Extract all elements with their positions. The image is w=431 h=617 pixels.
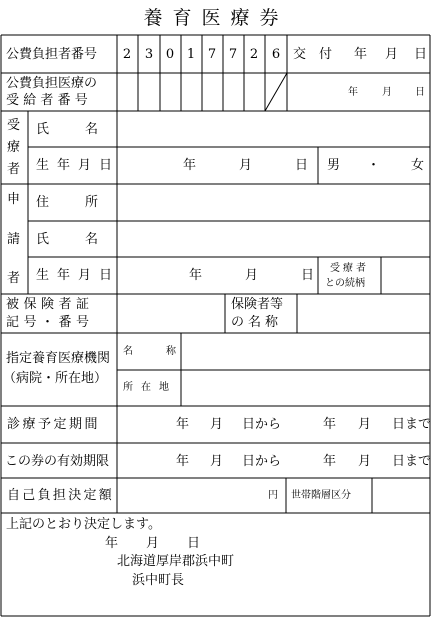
applicant-birth-year: 年 xyxy=(189,268,203,283)
payer-digit-6: 7 xyxy=(228,47,238,62)
relation-label-2: との続柄 xyxy=(325,278,365,289)
validity-start-month: 月 xyxy=(210,454,224,469)
validity-from: 日から xyxy=(242,454,282,469)
decision-year: 年 xyxy=(105,536,119,551)
recipient-number-label-1: 公費負担医療の xyxy=(6,76,98,91)
recipient-day: 日 xyxy=(415,87,425,98)
applicant-birth-day: 日 xyxy=(301,268,315,283)
recipient-side-char-2: 療 xyxy=(7,140,21,155)
institution-label-2: （病院・所在地） xyxy=(3,371,108,386)
applicant-side-char-3: 者 xyxy=(7,271,21,286)
applicant-side-char-1: 申 xyxy=(7,192,21,207)
period-label: 診療予定期間 xyxy=(7,417,101,432)
institution-name-label: 名称 xyxy=(123,346,209,357)
payer-number-label: 公費負担者番号 xyxy=(6,47,98,62)
validity-label: この券の有効期限 xyxy=(5,454,110,469)
applicant-side-char-2: 請 xyxy=(7,232,21,247)
recipient-birth-label: 生年月日 xyxy=(36,158,121,173)
period-end-month: 月 xyxy=(358,417,372,432)
insurer-name-label-2: の名称 xyxy=(231,315,283,330)
institution-label-1: 指定養育医療機関 xyxy=(6,351,111,366)
form-title: 養育医療券 xyxy=(143,7,289,29)
payer-digit-1: 2 xyxy=(122,47,132,62)
period-start-year: 年 xyxy=(176,417,190,432)
issue-day: 日 xyxy=(414,47,428,62)
payer-digit-4: 1 xyxy=(186,47,196,62)
insurer-name-label-1: 保険者等 xyxy=(231,297,284,312)
payer-digit-8: 6 xyxy=(271,47,281,62)
recipient-birth-day: 日 xyxy=(295,158,309,173)
payer-digit-3: 0 xyxy=(165,47,175,62)
recipient-name-label: 氏名 xyxy=(36,122,135,137)
copay-label: 自己負担決定額 xyxy=(7,488,115,503)
period-from: 日から xyxy=(242,417,282,432)
household-class-label: 世帯階層区分 xyxy=(291,490,351,501)
recipient-male: 男 xyxy=(327,158,341,173)
recipient-sex-separator: ・ xyxy=(367,158,381,173)
relation-label-1: 受療者 xyxy=(330,263,369,274)
validity-start-year: 年 xyxy=(176,454,190,469)
insurance-card-label-2: 記号・番号 xyxy=(6,315,94,330)
recipient-year: 年 xyxy=(348,87,358,98)
payer-digit-5: 7 xyxy=(207,47,217,62)
issuer-mayor: 浜中町長 xyxy=(132,573,185,588)
issuer-address: 北海道厚岸郡浜中町 xyxy=(117,554,235,569)
recipient-side-char-1: 受 xyxy=(7,118,21,133)
recipient-number-label-2: 受給者番号 xyxy=(6,93,93,108)
validity-end-year: 年 xyxy=(323,454,337,469)
period-end-year: 年 xyxy=(323,417,337,432)
payer-digit-7: 2 xyxy=(249,47,259,62)
copay-yen: 円 xyxy=(268,490,278,501)
recipient-birth-year: 年 xyxy=(183,158,197,173)
recipient-female: 女 xyxy=(411,158,425,173)
applicant-birth-label: 生年月日 xyxy=(36,268,121,283)
payer-digit-2: 3 xyxy=(144,47,154,62)
recipient-side-char-3: 者 xyxy=(7,162,21,177)
decision-day: 日 xyxy=(187,536,201,551)
recipient-month: 月 xyxy=(382,87,392,98)
issue-month: 月 xyxy=(385,47,399,62)
decision-statement: 上記のとおり決定します。 xyxy=(6,517,161,532)
validity-until: 日まで xyxy=(392,454,431,469)
applicant-name-label: 氏名 xyxy=(36,232,135,247)
issue-year: 年 xyxy=(354,47,368,62)
period-until: 日まで xyxy=(392,417,431,432)
applicant-birth-month: 月 xyxy=(245,268,259,283)
validity-end-month: 月 xyxy=(358,454,372,469)
recipient-birth-month: 月 xyxy=(239,158,253,173)
applicant-address-label: 住所 xyxy=(36,195,135,210)
insurance-card-label-1: 被保険者証 xyxy=(6,297,94,312)
period-start-month: 月 xyxy=(210,417,224,432)
issue-label: 交付 xyxy=(293,47,346,62)
decision-month: 月 xyxy=(146,536,160,551)
institution-location-label: 所在地 xyxy=(123,382,177,393)
